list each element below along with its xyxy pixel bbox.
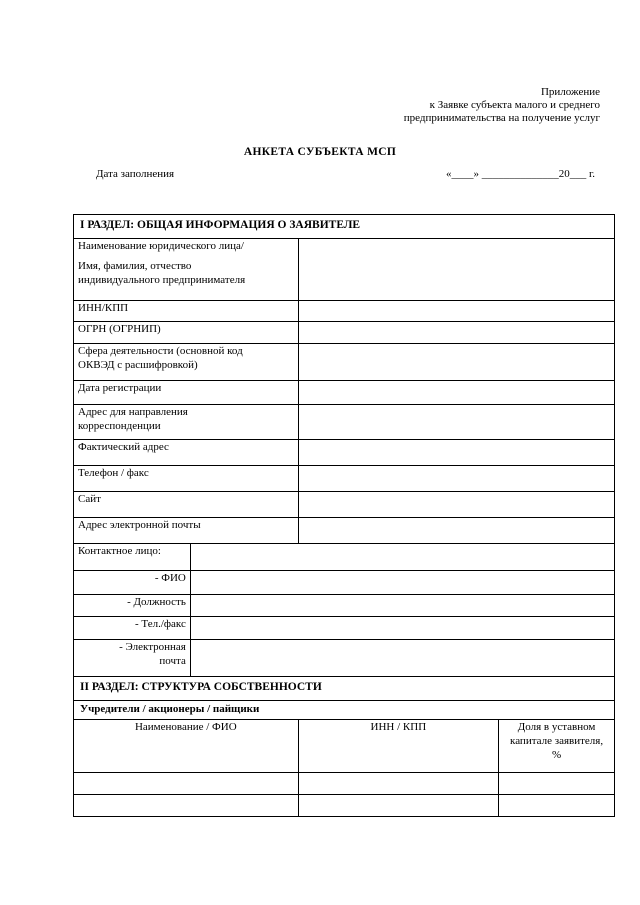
section-2-header-row bbox=[74, 677, 615, 701]
owner-share-field-1[interactable] bbox=[499, 773, 615, 795]
label-reg-date: Дата регистрации bbox=[74, 381, 299, 405]
reg-date-field[interactable] bbox=[298, 381, 614, 405]
label-activity bbox=[74, 344, 299, 381]
row-founders bbox=[74, 701, 615, 720]
questionnaire-table bbox=[73, 214, 615, 817]
activity-field[interactable] bbox=[298, 344, 614, 381]
owner-inn-field-1[interactable] bbox=[298, 773, 499, 795]
ownership-row-1 bbox=[74, 773, 615, 795]
row-contact-person bbox=[74, 544, 615, 571]
row-reg-date bbox=[74, 381, 615, 405]
row-mail-address bbox=[74, 405, 615, 440]
annex-line-2: к Заявке субъекта малого и среднего bbox=[429, 99, 600, 111]
label-actual-address: Фактический адрес bbox=[74, 440, 299, 466]
fill-date-label: Дата заполнения bbox=[96, 168, 175, 180]
label-contact-email bbox=[74, 640, 191, 677]
label-site: Сайт bbox=[74, 492, 299, 518]
label-contact-position: - Должность bbox=[74, 595, 191, 617]
section-1-title: I РАЗДЕЛ: ОБЩАЯ ИНФОРМАЦИЯ О ЗАЯВИТЕЛЕ bbox=[74, 215, 615, 239]
label-applicant-name-line-3: индивидуального предпринимателя bbox=[78, 273, 246, 286]
label-phone-fax: Телефон / факс bbox=[74, 466, 299, 492]
annex-note bbox=[404, 86, 600, 125]
contact-person-field[interactable] bbox=[190, 544, 614, 571]
col-header-share-line-2: капитале заявителя, bbox=[510, 734, 604, 747]
label-inn-kpp: ИНН/КПП bbox=[74, 301, 299, 322]
actual-address-field[interactable] bbox=[298, 440, 614, 466]
row-email bbox=[74, 518, 615, 544]
ownership-header-row bbox=[74, 720, 615, 773]
site-field[interactable] bbox=[298, 492, 614, 518]
label-contact-email-line-2: почта bbox=[159, 654, 186, 667]
row-contact-position bbox=[74, 595, 615, 617]
row-phone-fax bbox=[74, 466, 615, 492]
row-activity bbox=[74, 344, 615, 381]
label-activity-line-1: Сфера деятельности (основной код bbox=[78, 345, 243, 357]
contact-email-field[interactable] bbox=[190, 640, 614, 677]
form-title: АНКЕТА СУБЪЕКТА МСП bbox=[243, 146, 397, 158]
label-contact-email-line-1: - Электронная bbox=[119, 641, 186, 653]
col-header-name: Наименование / ФИО bbox=[74, 720, 299, 773]
label-contact-fio: - ФИО bbox=[74, 571, 191, 595]
owner-share-field-2[interactable] bbox=[499, 795, 615, 817]
contact-fio-field[interactable] bbox=[190, 571, 614, 595]
mail-address-field[interactable] bbox=[298, 405, 614, 440]
label-applicant-name-line-1: Наименование юридического лица/ bbox=[78, 240, 244, 252]
label-email: Адрес электронной почты bbox=[74, 518, 299, 544]
owner-inn-field-2[interactable] bbox=[298, 795, 499, 817]
row-contact-tel-fax bbox=[74, 617, 615, 640]
col-header-share bbox=[499, 720, 615, 773]
annex-line-3: предпринимательства на получение услуг bbox=[403, 112, 600, 124]
section-1-header-row bbox=[74, 215, 615, 239]
label-contact-person: Контактное лицо: bbox=[74, 544, 191, 571]
inn-kpp-field[interactable] bbox=[298, 301, 614, 322]
row-actual-address bbox=[74, 440, 615, 466]
col-header-share-line-1: Доля в уставном bbox=[517, 721, 596, 733]
contact-position-field[interactable] bbox=[190, 595, 614, 617]
phone-fax-field[interactable] bbox=[298, 466, 614, 492]
row-contact-email bbox=[74, 640, 615, 677]
label-applicant-name bbox=[74, 239, 299, 301]
row-inn-kpp bbox=[74, 301, 615, 322]
label-mail-address-line-2: корреспонденции bbox=[78, 419, 161, 432]
label-contact-tel-fax: - Тел./факс bbox=[74, 617, 191, 640]
contact-tel-fax-field[interactable] bbox=[190, 617, 614, 640]
fill-date-field[interactable]: «____» ______________20___ г. bbox=[445, 168, 595, 180]
label-applicant-name-line-2: Имя, фамилия, отчество bbox=[78, 259, 192, 272]
ogrn-field[interactable] bbox=[298, 322, 614, 344]
row-ogrn bbox=[74, 322, 615, 344]
label-mail-address bbox=[74, 405, 299, 440]
label-mail-address-line-1: Адрес для направления bbox=[78, 406, 188, 418]
label-activity-line-2: ОКВЭД с расшифровкой) bbox=[78, 358, 198, 371]
applicant-name-field[interactable] bbox=[298, 239, 614, 301]
col-header-share-line-3: % bbox=[551, 748, 562, 761]
email-field[interactable] bbox=[298, 518, 614, 544]
label-ogrn: ОГРН (ОГРНИП) bbox=[74, 322, 299, 344]
row-site bbox=[74, 492, 615, 518]
annex-line-1: Приложение bbox=[540, 86, 600, 98]
owner-name-field-1[interactable] bbox=[74, 773, 299, 795]
founders-label: Учредители / акционеры / пайщики bbox=[74, 701, 615, 720]
row-contact-fio bbox=[74, 571, 615, 595]
row-applicant-name bbox=[74, 239, 615, 301]
section-2-title: II РАЗДЕЛ: СТРУКТУРА СОБСТВЕННОСТИ bbox=[74, 677, 615, 701]
ownership-row-2 bbox=[74, 795, 615, 817]
owner-name-field-2[interactable] bbox=[74, 795, 299, 817]
col-header-inn: ИНН / КПП bbox=[298, 720, 499, 773]
